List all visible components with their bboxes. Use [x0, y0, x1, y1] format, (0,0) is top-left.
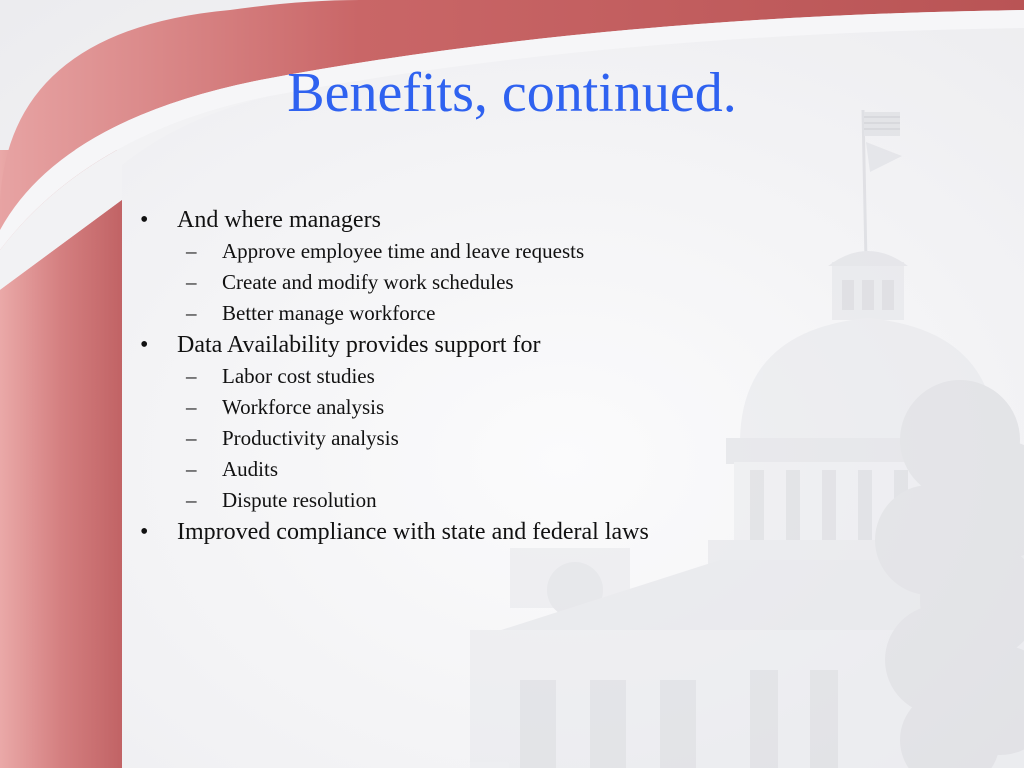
bullet-list	[140, 204, 780, 548]
bullet-item	[140, 329, 780, 361]
sub-marker: –	[186, 395, 197, 419]
bullet-text: And where managers	[177, 207, 381, 233]
sub-item-text: Create and modify work schedules	[222, 270, 514, 294]
sub-marker: –	[186, 239, 197, 263]
bullet-item	[140, 516, 780, 548]
sub-item	[140, 485, 780, 516]
bullet-marker: •	[140, 207, 149, 233]
sub-item	[140, 236, 780, 267]
sub-item	[140, 298, 780, 329]
bullet-marker: •	[140, 332, 149, 358]
sub-item-text: Labor cost studies	[222, 364, 375, 388]
sub-item	[140, 267, 780, 298]
sub-item-text: Approve employee time and leave requests	[222, 239, 585, 263]
sub-item-text: Better manage workforce	[222, 301, 436, 325]
sub-marker: –	[186, 457, 197, 481]
sub-marker: –	[186, 488, 197, 512]
sub-item	[140, 454, 780, 485]
bullet-item	[140, 204, 780, 236]
sub-item	[140, 392, 780, 423]
slide-title: Benefits, continued.	[287, 62, 737, 124]
sub-item	[140, 423, 780, 454]
bullet-marker: •	[140, 519, 149, 545]
bullet-text: Data Availability provides support for	[177, 332, 541, 358]
sub-item-text: Audits	[222, 457, 279, 481]
sub-item-text: Productivity analysis	[222, 426, 399, 450]
sub-marker: –	[186, 301, 197, 325]
bullet-text: Improved compliance with state and federal laws	[177, 519, 649, 545]
sub-marker: –	[186, 270, 197, 294]
sub-marker: –	[186, 426, 197, 450]
sub-item-text: Dispute resolution	[222, 488, 377, 512]
sub-item	[140, 361, 780, 392]
sub-marker: –	[186, 364, 197, 388]
sub-item-text: Workforce analysis	[222, 395, 385, 419]
